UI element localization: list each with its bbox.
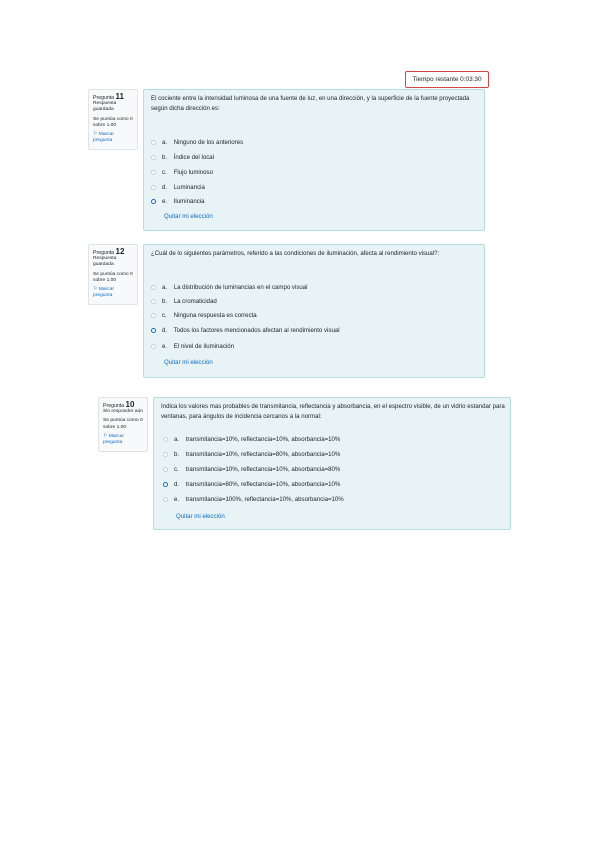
question-box-11 (143, 89, 485, 231)
clear-choice-link[interactable]: Quitar mi elección (164, 359, 213, 366)
radio-button[interactable] (151, 170, 156, 175)
question-status: Sin responder aún (103, 409, 143, 415)
answer-option-d[interactable]: d. Luminancia (151, 184, 205, 192)
question-info-10 (98, 397, 148, 452)
question-number: Pregunta 12 (93, 247, 125, 256)
question-score: Se puntúa como 0 sobre 1.00 (93, 271, 133, 283)
question-number: Pregunta 10 (103, 400, 135, 409)
radio-button-selected[interactable] (151, 328, 156, 333)
answer-option-d[interactable]: d. Todos los factores mencionados afectan al rendimiento visual (151, 327, 340, 335)
answer-option-e[interactable]: e. El nivel de iluminación (151, 343, 234, 351)
radio-button[interactable] (163, 452, 168, 457)
answer-option-a[interactable]: a. La distribución de luminancias en el campo visual (151, 284, 308, 292)
question-number: Pregunta 11 (93, 92, 124, 101)
flag-question-link[interactable]: ⚐ Marcar pregunta (103, 433, 124, 446)
radio-button[interactable] (151, 140, 156, 145)
answer-option-a[interactable]: a. Ninguno de los anteriores (151, 139, 243, 147)
question-text: ¿Cuál de lo siguientes parámetros, referido a las condiciones de iluminación, afecta al rendimiento visual?: (151, 250, 440, 257)
question-text: El cociente entre la intensidad luminosa de una fuente de luz, en una dirección, y la superficie de la fuente proyectada según dicha dirección es: (151, 95, 470, 112)
question-info-12 (88, 244, 138, 305)
question-status: Respuesta guardada (93, 101, 117, 113)
answer-option-c[interactable]: c. transmitancia=10%, reflectancia=10%, absorbancia=80% (163, 466, 340, 474)
answer-option-d[interactable]: d. transmitancia=80%, reflectancia=10%, absorbancia=10% (163, 481, 340, 489)
radio-button-selected[interactable] (151, 199, 156, 204)
answer-option-e[interactable]: e. transmitancia=100%, reflectancia=10%, absorbancia=10% (163, 496, 344, 504)
flag-question-link[interactable]: ⚐ Marcar pregunta (93, 132, 114, 144)
answer-option-c[interactable]: c. Ninguna respuesta es correcta (151, 312, 257, 320)
question-box-12 (143, 244, 485, 378)
radio-button[interactable] (151, 344, 156, 349)
question-info-11 (88, 89, 138, 150)
flag-icon: ⚐ (93, 287, 98, 293)
radio-button[interactable] (151, 285, 156, 290)
answer-option-a[interactable]: a. transmitancia=10%, reflectancia=10%, absorbancia=10% (163, 436, 340, 444)
answer-option-b[interactable]: b. Índice del local (151, 154, 214, 162)
answer-option-e[interactable]: e. Iluminancia (151, 198, 205, 206)
radio-button[interactable] (151, 313, 156, 318)
question-text: Indica los valores mas probables de transmitancia, reflectancia y absorbancia, en el espectro visible, de un vidrio estandar para ventanas, para ángulos de incidencia cercanos a la normal: (161, 403, 505, 420)
flag-icon: ⚐ (103, 433, 108, 439)
answer-option-b[interactable]: b. transmitancia=10%, reflectancia=80%, absorbancia=10% (163, 451, 340, 459)
question-box-10 (153, 397, 511, 530)
question-status: Respuesta guardada (93, 256, 117, 268)
radio-button[interactable] (163, 467, 168, 472)
answer-option-c[interactable]: c. Flujo luminoso (151, 169, 213, 177)
radio-button[interactable] (151, 185, 156, 190)
radio-button[interactable] (163, 497, 168, 502)
radio-button-selected[interactable] (163, 482, 168, 487)
flag-question-link[interactable]: ⚐ Marcar pregunta (93, 287, 114, 299)
radio-button[interactable] (151, 155, 156, 160)
time-remaining: Tiempo restante 0:03:30 (405, 71, 489, 88)
clear-choice-link[interactable]: Quitar mi elección (164, 213, 213, 220)
question-score: Se puntúa como 0 sobre 1.00 (103, 418, 143, 430)
radio-button[interactable] (151, 299, 156, 304)
clear-choice-link[interactable]: Quitar mi elección (176, 513, 225, 520)
flag-icon: ⚐ (93, 132, 98, 138)
question-score: Se puntúa como 0 sobre 1.00 (93, 116, 133, 128)
answer-option-b[interactable]: b. La cromaticidad (151, 298, 217, 306)
radio-button[interactable] (163, 437, 168, 442)
